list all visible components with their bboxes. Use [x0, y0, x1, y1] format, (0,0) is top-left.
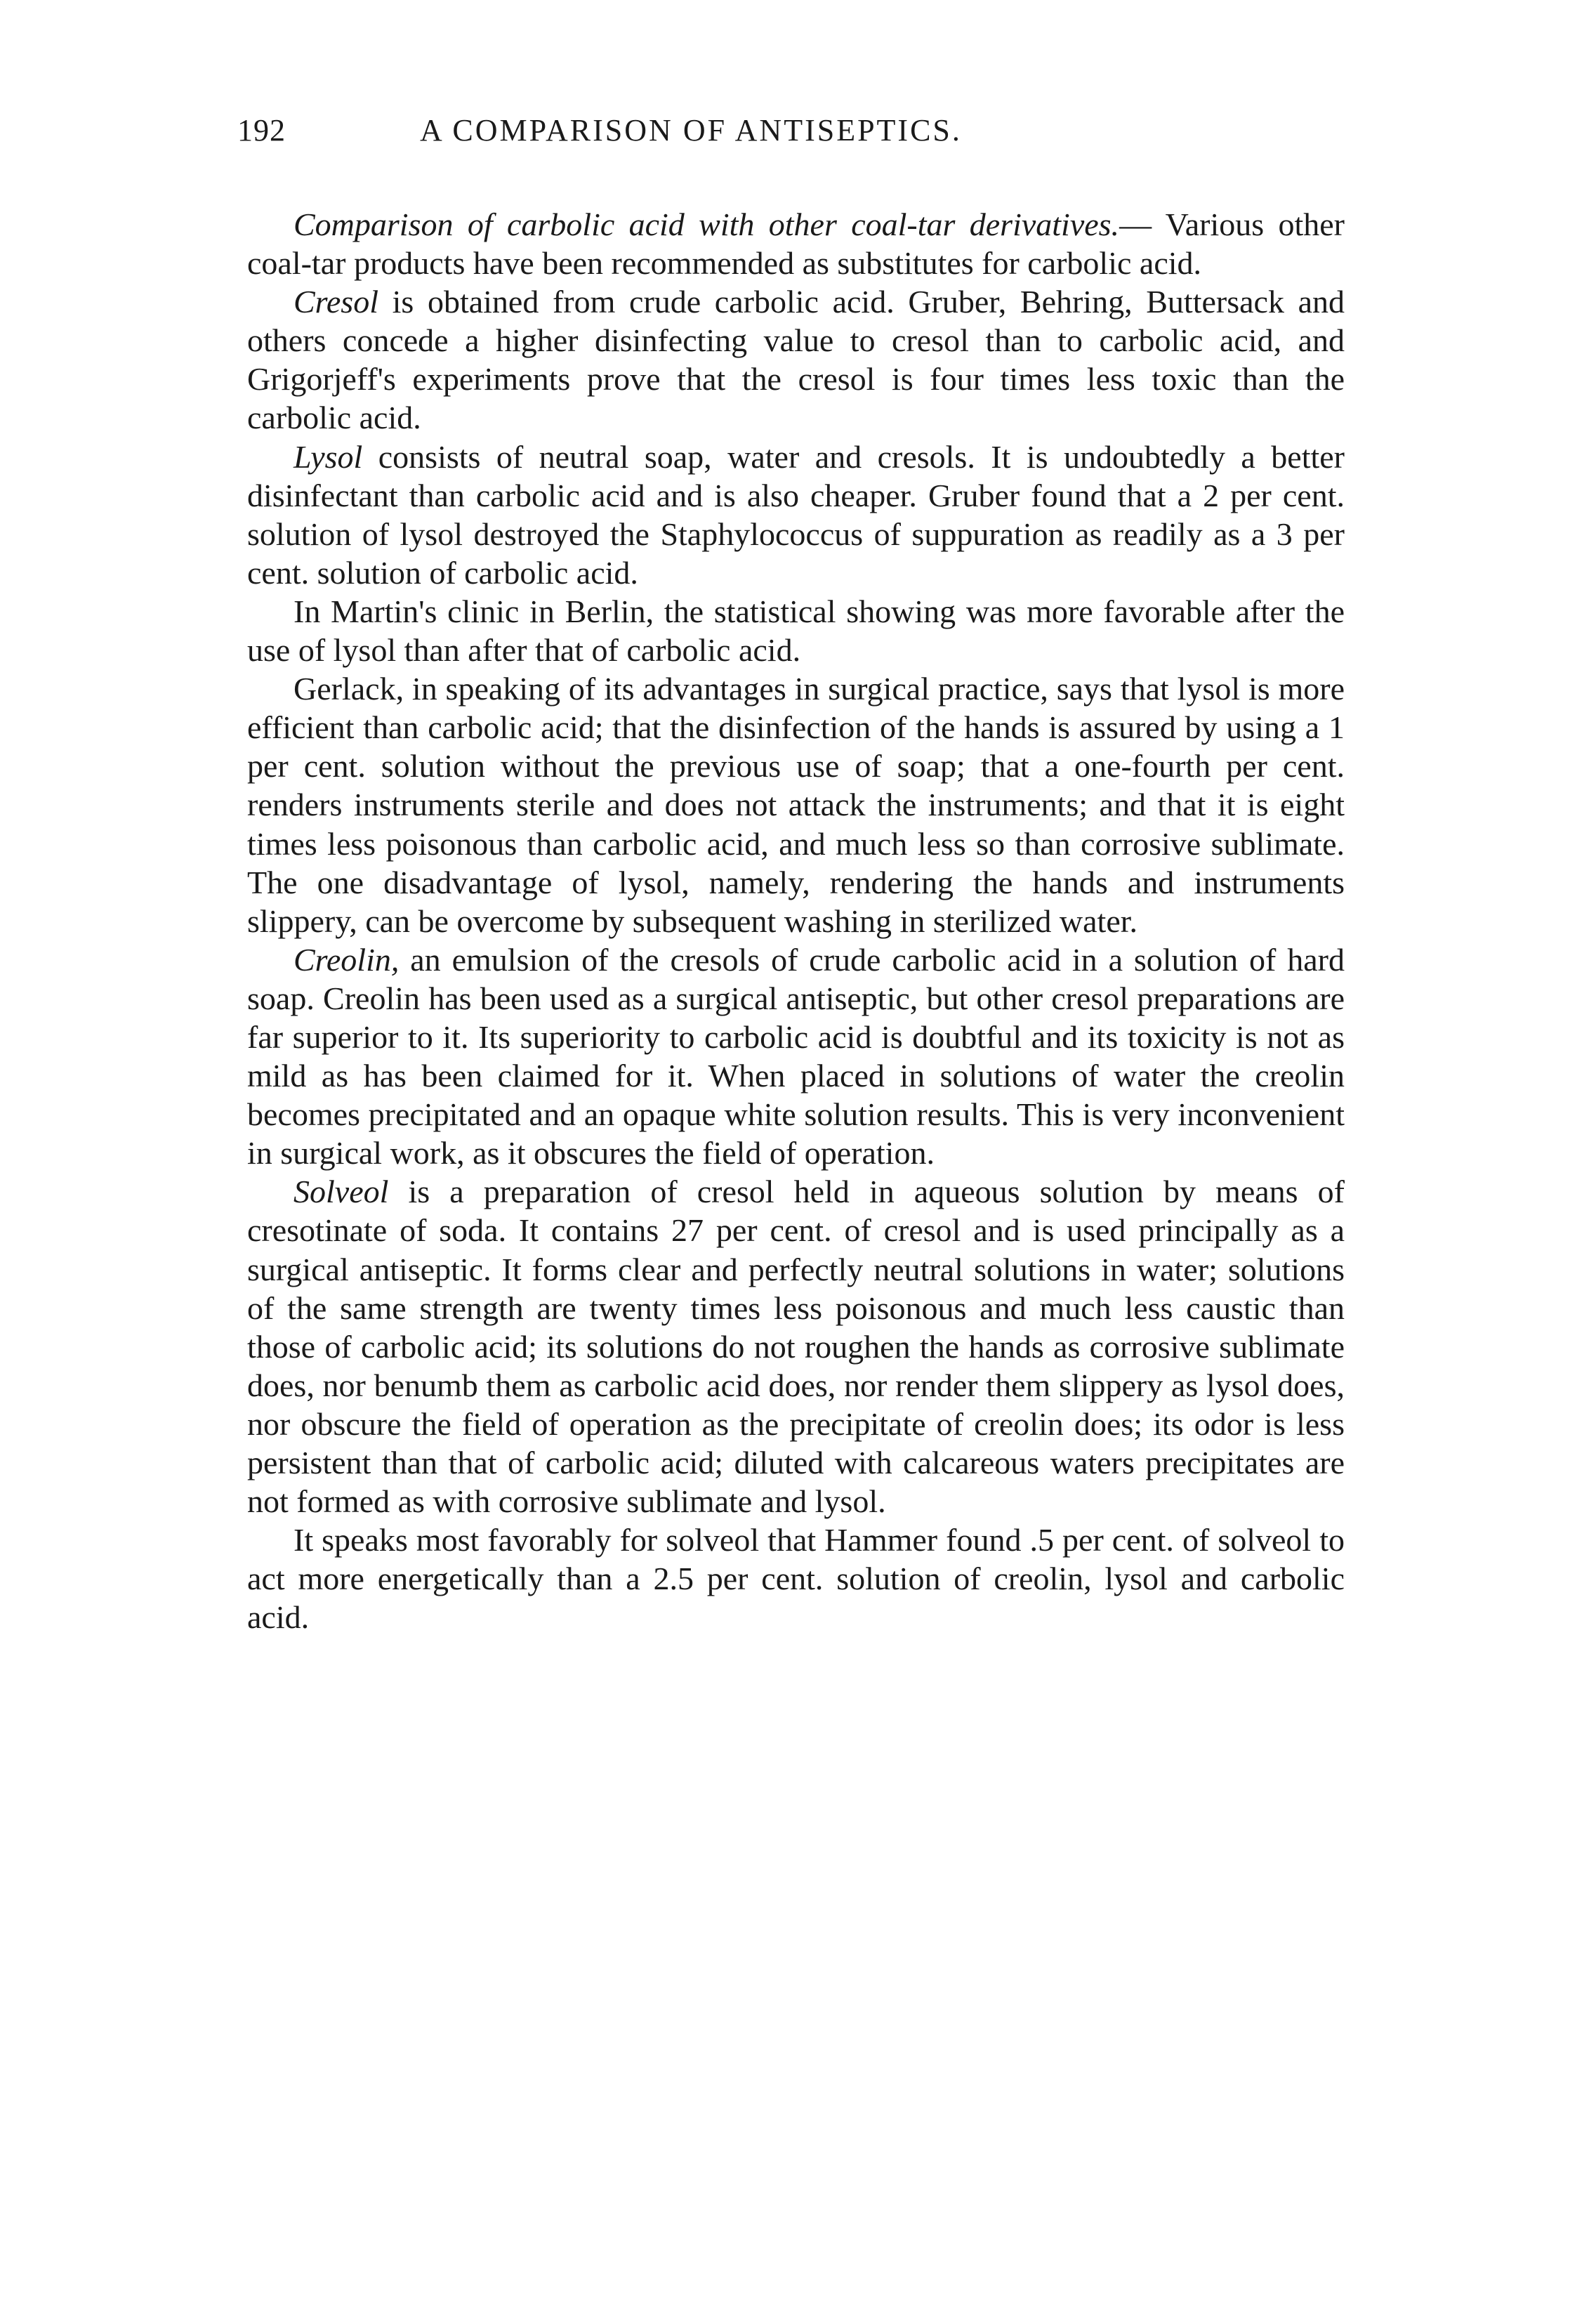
paragraph-martin-clinic	[247, 592, 1345, 669]
paragraph-text: It speaks most favorably for solveol that Hammer found .5 per cent. of solveol to act more energetically than a 2.5 per cent. solution of creolin, lysol and carbolic acid.	[247, 1522, 1345, 1636]
paragraph-text: — Various other coal-tar products have been recommended as substitutes for carbolic acid.	[247, 206, 1345, 282]
paragraph-text: is obtained from crude carbolic acid. Gruber, Behring, Buttersack and others concede a higher disinfecting value to cresol than to carbolic acid, and Grigorjeff's experiments prove that the cresol is four times less toxic than the carbolic acid.	[247, 284, 1345, 436]
paragraph-creolin	[247, 940, 1345, 1173]
paragraph-text: is a preparation of cresol held in aqueous solution by means of cresotinate of soda. It contains 27 per cent. of cresol and is used principally as a surgical antiseptic. It forms clear and perfectly neutral solutions in water; solutions of the same strength are twenty times less poisonous and much less caustic than those of carbolic acid; its solutions do not roughen the hands as corrosive sublimate does, nor benumb them as carbolic acid does, nor render them slippery as lysol does, nor obscure the field of operation as the precipitate of creolin does; its odor is less persistent than that of carbolic acid; diluted with calcareous waters precipitates are not formed as with corrosive sublimate and lysol.	[247, 1174, 1345, 1520]
paragraph-lead: Solveol	[294, 1174, 389, 1210]
paragraph-text: consists of neutral soap, water and cresols. It is undoubtedly a better disinfectant than carbolic acid and is also cheaper. Gruber found that a 2 per cent. solution of lysol destroyed the Staphylococcus of suppuration as readily as a 3 per cent. solution of carbolic acid.	[247, 438, 1345, 591]
page-number: 192	[237, 113, 286, 147]
paragraph-solveol	[247, 1172, 1345, 1521]
paragraph-lead: Comparison of carbolic acid with other coal-tar derivatives.	[294, 206, 1120, 242]
body-text	[247, 205, 1345, 1636]
page-header	[237, 112, 1340, 162]
running-head: A COMPARISON OF ANTISEPTICS.	[420, 113, 962, 147]
paragraph-hammer	[247, 1521, 1345, 1636]
paragraph-lead: Lysol	[294, 438, 363, 475]
paragraph-text: an emulsion of the cresols of crude carbolic acid in a solution of hard soap. Creolin has been used as a surgical antiseptic, but other cresol preparations are far superior to it. Its superiority to carbolic acid is doubtful and its toxicity is not as mild as has been claimed for it. When placed in solutions of water the creolin becomes precipitated and an opaque white solution results. This is very inconvenient in surgical work, as it obscures the field of operation.	[247, 941, 1345, 1171]
paragraph-text: In Martin's clinic in Berlin, the statistical showing was more favorable after the use of lysol than after that of carbolic acid.	[247, 593, 1345, 669]
paragraph-lysol	[247, 438, 1345, 592]
paragraph-lead: Cresol	[294, 284, 378, 320]
paragraph-gerlack	[247, 669, 1345, 940]
paragraph-coal-tar-derivatives	[247, 205, 1345, 282]
paragraph-cresol	[247, 282, 1345, 437]
paragraph-text: Gerlack, in speaking of its advantages in surgical practice, says that lysol is more efficient than carbolic acid; that the disinfection of the hands is assured by using a 1 per cent. solution without the previous use of soap; that a one-fourth per cent. renders instruments sterile and does not attack the instruments; and that it is eight times less poisonous than carbolic acid, and much less so than corrosive sublimate. The one disadvantage of lysol, namely, rendering the hands and instruments slippery, can be overcome by subsequent washing in sterilized water.	[247, 671, 1345, 939]
paragraph-lead: Creolin,	[294, 941, 400, 978]
